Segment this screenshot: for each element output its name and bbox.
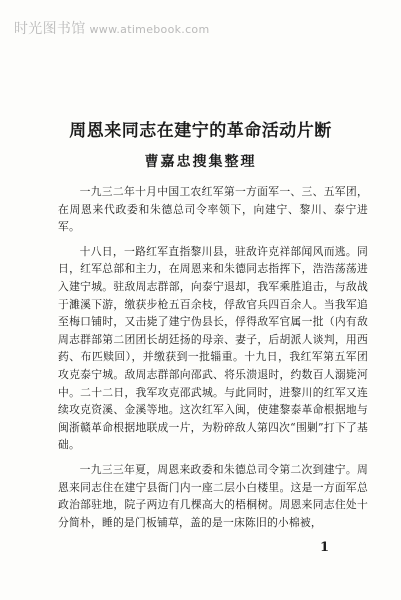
article-body — [58, 183, 368, 538]
watermark-url: www.atimebook.com — [89, 23, 210, 36]
paragraph: 一九三三年夏，周恩来政委和朱德总司令第二次到建宁。周恩来同志住在建宁县衙门内一座二层小白楼里。这是一方面军总政治部驻地，院子两边有几棵高大的梧桐树。周恩来同志住处十分简朴，睡的是门板铺草，盖的是一床陈旧的小棉被， — [58, 462, 368, 529]
page-number: 1 — [320, 540, 330, 555]
article-compiler: 曹嘉忠搜集整理 — [144, 154, 257, 170]
paragraph: 十八日，一路红军直指黎川县，驻敌许克祥部闻风而逃。同日，红军总部和主力，在周恩来和朱德同志指挥下，浩浩荡荡进入建宁城。驻敌周志群部，向泰宁退却，我军乘胜追击，与敌战于濉溪下游，缴获步枪五百余枝，俘敌官兵四百余人。当我军追至梅口铺时，又击毙了建宁伪县长，俘得敌军官属一批（内有敌周志群部第二团团长胡廷扬的母亲、妻子，后胡派人谈判，用西药、布匹赎回），并缴获到一批辎重。十九日，我红军第五军团攻克泰宁城。敌周志群部向邵武、将乐溃退时，约数百人溺毙河中。二十二日，我军攻克邵武城。与此同时，进黎川的红军又连续攻克资溪、金溪等地。这次红军入闽，使建黎泰革命根据地与闽浙赣革命根据地联成一片，为粉碎敌人第四次“围剿”打下了基础。 — [58, 244, 368, 452]
watermark-cn: 时光图书馆 — [14, 21, 86, 37]
paragraph: 一九三二年十月中国工农红军第一方面军一、三、五军团，在周恩来代政委和朱德总司令率领下，向建宁、黎川、泰宁进军。 — [58, 185, 368, 234]
article-title: 周恩来同志在建宁的革命活动片断 — [69, 121, 332, 141]
watermark — [14, 18, 209, 38]
